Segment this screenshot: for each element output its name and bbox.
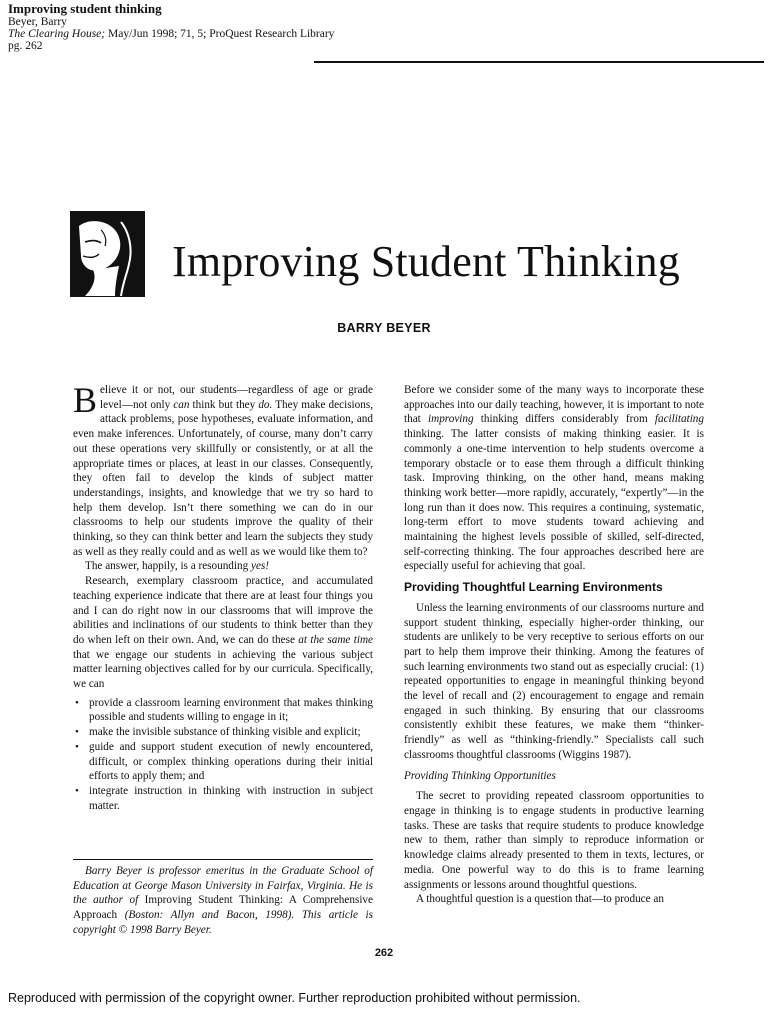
opportunities-paragraph: The secret to providing repeated classroom opportunities to engage in thinking is to engage students in productive learning tasks. These are tasks that require students to produce knowledge new to them, rather than simply to reproduce information or knowledge claims already presented to them in texts, lectures, or media. One powerful way to do this is to frame learning assignments or lessons around thoughtful questions. <box>404 790 704 891</box>
answer-paragraph: The answer, happily, is a resounding yes! <box>85 560 269 573</box>
intro-paragraph: Believe it or not, our students—regardless of age or grade level—not only can think but they do. They make decisions, attack problems, pose hypotheses, evaluate information, and even make inferences. Unfortunately, of course, many don’t carry out these operations very skillfully or consistently, or at all the appropriate times or places, at least in our classes. Consequently, they often fail to develop the kinds of subject matter understandings, insights, and knowledge that we try so hard to help them develop. Isn’t there something we can do in our classrooms to help our students improve the quality of their thinking, so they can think better and learn the subjects they study as well as they really could and as well as we would like them to? <box>73 380 373 558</box>
list-item: • guide and support student execution of newly encountered, difficult, or complex thinking operations during their initial efforts to apply them; and <box>73 740 373 784</box>
header-rule <box>314 61 764 63</box>
article-byline: BARRY BEYER <box>337 321 431 335</box>
subsection-heading: Providing Thinking Opportunities <box>404 769 556 782</box>
approaches-list <box>73 696 373 814</box>
list-item: • provide a classroom learning environment that makes thinking possible and students willing to engage in it; <box>73 696 373 725</box>
document-metadata <box>8 2 334 52</box>
distinction-paragraph: Before we consider some of the many ways to incorporate these approaches into our daily teaching, however, it is important to note that improving thinking differs considerably from facilitating thinking. The latter consists of making thinking easier. It is commonly a one-time intervention to help students overcome a temporary obstacle or to ease them through a difficult thinking task. Improving thinking, on the other hand, means making thinking work better—more rapidly, accurately, “expertly”—in the long run than it does now. This requires a continuing, systematic, long-term effort to move students toward achieving and maintaining the highest levels possible of skilled, self-directed, self-correcting thinking. The four approaches described here are especially useful for achieving that goal. <box>404 384 704 573</box>
portrait-illustration <box>70 211 145 297</box>
document-page: pg. 262 <box>8 40 43 52</box>
list-item: • integrate instruction in thinking with instruction in subject matter. <box>73 784 373 813</box>
right-column <box>404 383 704 907</box>
document-citation <box>8 28 334 40</box>
environments-paragraph: Unless the learning environments of our classrooms nurture and support student thinking, especially higher-order thinking, our students are unlikely to be very receptive to serious efforts on our part to help them improve their thinking. Among the features of such learning environments two stand out as especially crucial: (1) repeated opportunities to engage in meaningful thinking beyond the level of recall and (2) encouragement to engage and remain engaged in such thinking. By ensuring that our classrooms consistently exhibit these features, we make them “thinker-friendly” as well as “thinking-friendly.” Specialists call such classrooms thoughtful classrooms (Wiggins 1987). <box>404 601 704 761</box>
author-note: Barry Beyer is professor emeritus in the Graduate School of Education at George Mason University in Fairfax, Virginia. He is the author of Improving Student Thinking: A Comprehensive Approach (Boston: Allyn and Bacon, 1998). This article is copyright © 1998 Barry Beyer. <box>73 865 373 936</box>
book-title: Improving Student Thinking: A Comprehensive Approach <box>73 894 373 922</box>
journal-name: The Clearing House; <box>8 28 106 40</box>
drop-cap: B <box>73 380 98 420</box>
article-title: Improving Student Thinking <box>172 237 680 286</box>
left-column <box>73 380 373 813</box>
permission-notice: Reproduced with permission of the copyright owner. Further reproduction prohibited without permission. <box>8 991 581 1005</box>
list-item: • make the invisible substance of thinking visible and explicit; <box>73 725 373 740</box>
section-heading: Providing Thoughtful Learning Environments <box>404 580 663 595</box>
document-title: Improving student thinking <box>8 1 162 16</box>
question-paragraph: A thoughtful question is a question that—to produce an <box>416 893 664 906</box>
portrait-drawing <box>71 212 144 296</box>
document-author: Beyer, Barry <box>8 16 67 28</box>
page-number: 262 <box>374 947 394 959</box>
footnote-rule <box>73 859 373 860</box>
issue-info: May/Jun 1998; 71, 5; ProQuest Research Library <box>105 28 335 40</box>
research-paragraph: Research, exemplary classroom practice, and accumulated teaching experience indicate that there are at least four things you and I can do right now in our classrooms that will improve the abilities and inclinations of our students to think better than they do when left on their own. And, we can do these at the same time that we engage our students in achieving the various subject matter learning objectives called for by our curricula. Specifically, we can <box>73 575 373 691</box>
